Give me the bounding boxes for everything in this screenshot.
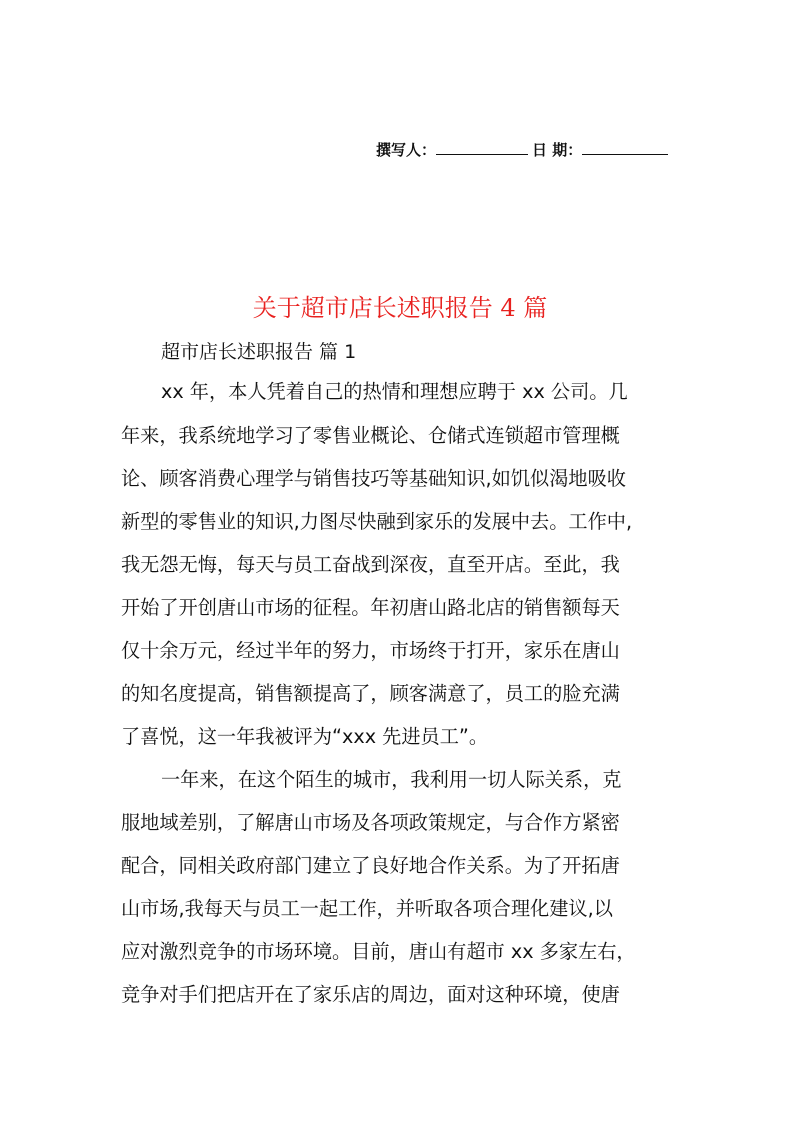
body-line: 仅十余万元，经过半年的努力，市场终于打开，家乐在唐山 <box>121 639 620 662</box>
body-line: 开始了开创唐山市场的征程。年初唐山路北店的销售额每天 <box>121 596 620 619</box>
body-line: 服地域差别，了解唐山市场及各项政策规定，与合作方紧密 <box>121 811 620 834</box>
body-line: 新型的零售业的知识,力图尽快融到家乐的发展中去。工作中, <box>121 510 633 533</box>
body-line: 山市场,我每天与员工一起工作，并听取各项合理化建议,以 <box>121 897 613 920</box>
date-label: 日 期： <box>532 141 583 159</box>
body-line: 配合，同相关政府部门建立了良好地合作关系。为了开拓唐 <box>121 854 620 877</box>
author-label: 撰写人： <box>376 141 437 159</box>
body-line: 一年来，在这个陌生的城市，我利用一切人际关系，克 <box>161 768 622 791</box>
body-line: 的知名度提高，销售额提高了，顾客满意了，员工的脸充满 <box>121 682 620 705</box>
body-line: 应对激烈竞争的市场环境。目前，唐山有超市 xx 多家左右， <box>121 940 636 963</box>
date-blank <box>582 140 668 155</box>
body-line: 了喜悦，这一年我被评为“xxx 先进员工”。 <box>121 725 489 748</box>
author-blank <box>436 140 528 155</box>
author-date-line <box>376 139 686 161</box>
document-title: 关于超市店长述职报告 4 篇 <box>252 294 548 322</box>
body-line: 年来，我系统地学习了零售业概论、仓储式连锁超市管理概 <box>121 424 620 447</box>
body-line: 竞争对手们把店开在了家乐店的周边，面对这种环境，使唐 <box>121 983 620 1006</box>
section-heading: 超市店长述职报告 篇 1 <box>161 341 357 363</box>
body-line: xx 年，本人凭着自己的热情和理想应聘于 xx 公司。几 <box>161 380 628 403</box>
body-line: 我无怨无悔，每天与员工奋战到深夜，直至开店。至此，我 <box>121 553 620 576</box>
body-line: 论、顾客消费心理学与销售技巧等基础知识,如饥似渴地吸收 <box>121 467 626 490</box>
